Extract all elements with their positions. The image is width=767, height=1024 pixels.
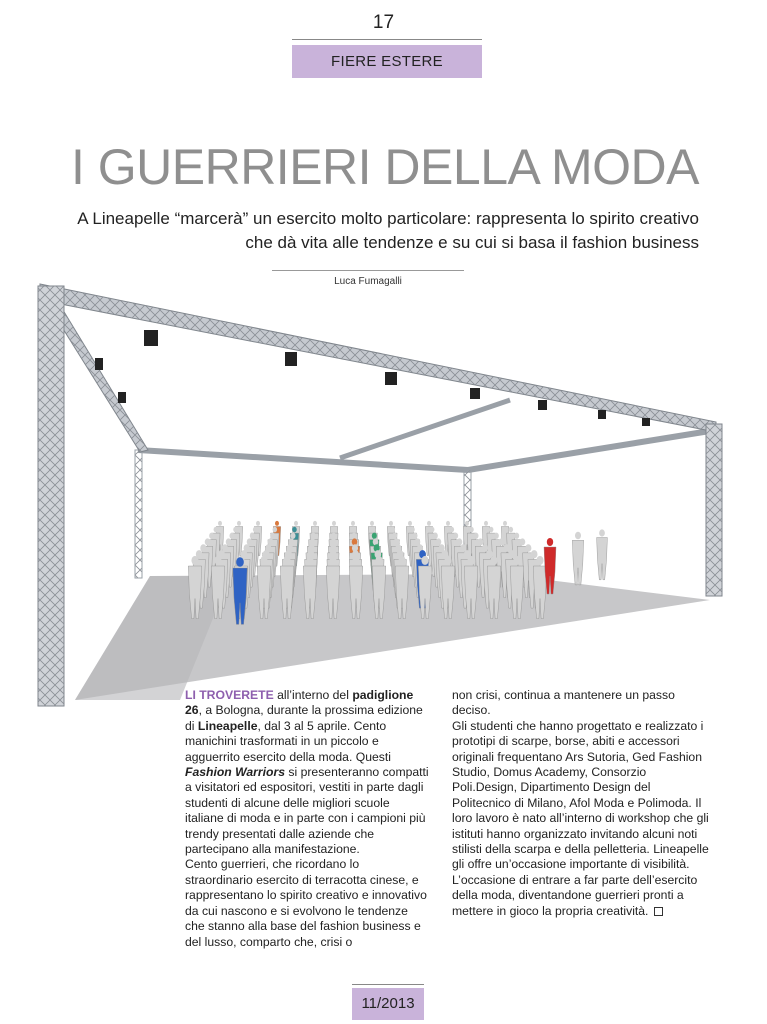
subtitle-line-2: che dà vita alle tendenze e su cui si basa il fashion business — [245, 233, 699, 252]
column-2-paragraph-1: non crisi, continua a mantenere un passo deciso. — [452, 688, 675, 718]
article-subtitle — [19, 207, 699, 255]
pavilion: padiglione 26 — [185, 688, 414, 718]
end-mark — [654, 907, 663, 916]
body-column-1 — [185, 688, 430, 950]
page-number: 17 — [372, 12, 395, 33]
subtitle-line-1: A Lineapelle “marcerà” un esercito molto particolare: rappresenta lo spirito creativo — [77, 209, 699, 228]
column-1-paragraph-2: Cento guerrieri, che ricordano lo straordinario esercito di terracotta cinese, e rappresentano lo spirito creativo e innovativo da cui nascono e si evolvono le tendenze che stanno alla base del fashion business e del lusso, comparto che, crisi o — [185, 857, 427, 949]
body-column-2 — [452, 688, 710, 919]
footer-rule — [352, 984, 424, 985]
section-label: FIERE ESTERE — [292, 45, 482, 78]
booth-illustration — [30, 280, 740, 710]
author-byline: Luca Fumagalli — [334, 276, 402, 287]
author-rule — [272, 270, 464, 271]
issue-label: 11/2013 — [352, 988, 424, 1020]
event-name: Lineapelle — [197, 718, 258, 733]
column-2-paragraph-2: Gli studenti che hanno progettato e realizzato i prototipi di scarpe, borse, abiti e accessori originali frequentano Ars Sutoria, Ged Fashion Studio, Domus Academy, Consorzio Poli.Design, Dipartimento Design del Politecnico di Milano, Afol Moda e Polimoda. Il loro lavoro è nato all’interno di workshop che gli istituti hanno organizzato invitando alcuni noti stilisti della scarpa e della pelletteria. Lineapelle gli offre un’occasione importante di visibilità. — [452, 718, 709, 872]
column-1-paragraph-1: LI TROVERETE all’interno del padiglione 26, a Bologna, durante la prossima edizione di Lineapelle, dal 3 al 5 aprile. Cento manichini trasformati in un piccolo e agguerrito esercito della moda. Questi Fashion Warriors si presenteranno compatti a visitatori ed espositori, vestiti in parte dagli studenti di alcune delle migliori scuole italiane di moda e in parte con i campioni più trendy presentati dalle aziende che partecipano alla manifestazione. — [185, 688, 429, 857]
spotlights — [95, 330, 650, 426]
header-rule — [292, 39, 482, 40]
mannequin — [597, 529, 608, 579]
lead-in: LI TROVERETE — [185, 688, 274, 702]
project-name: Fashion Warriors — [185, 765, 286, 780]
mannequin — [572, 532, 583, 585]
article-title: I GUERRIERI DELLA MODA — [70, 139, 699, 195]
column-2-paragraph-3: L’occasione di entrare a far parte dell’esercito della moda, diventandone guerrieri pronti a mettere in gioco la propria creatività. — [452, 872, 698, 918]
